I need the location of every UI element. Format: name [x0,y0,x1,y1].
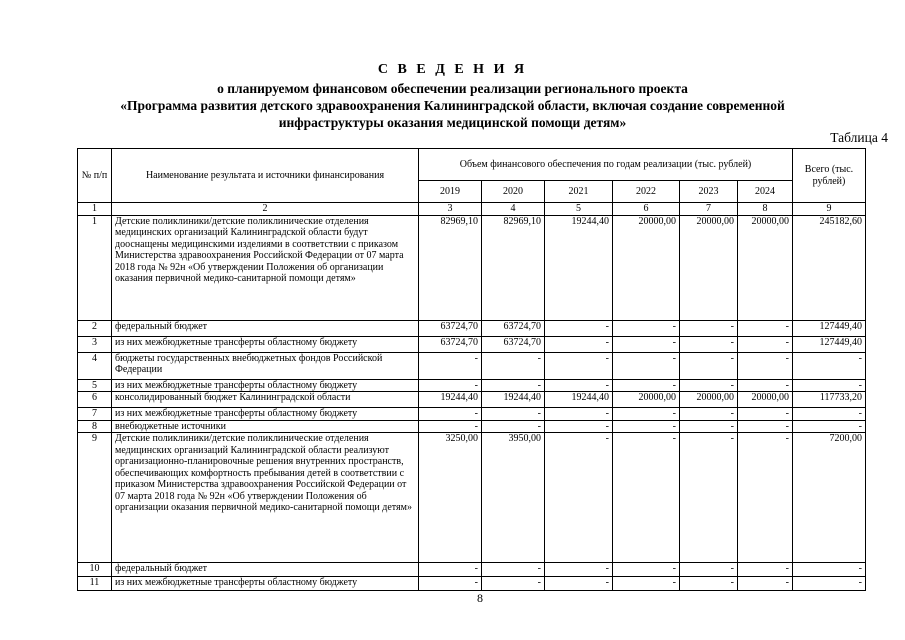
document-title: С В Е Д Е Н И Я [377,62,528,77]
row-name: Детские поликлиники/детские поликлинические отделения медицинских организаций Калининградской области будут дооснащены медицинскими изделиями в соответствии с приказом Министерства здравоохранения Российской Федерации от 07 марта 2018 года № 92н «Об утверждении Положения об организации оказания первичной медико-санитарной помощи детям» [112,215,419,320]
subtitle-line-1: о планируемом финансовом обеспечении реализации регионального проекта [217,81,688,96]
total-cell: - [793,379,866,392]
row-number: 10 [78,563,112,577]
value-cell: - [482,408,545,421]
value-cell: - [738,577,793,591]
value-cell: - [613,420,680,433]
value-cell: - [482,577,545,591]
table-row [78,392,866,408]
value-cell: - [545,420,613,433]
index-cell: 2 [112,203,419,216]
value-cell: - [545,352,613,379]
total-cell: - [793,563,866,577]
value-cell: 20000,00 [738,392,793,408]
index-cell: 8 [738,203,793,216]
total-cell: 245182,60 [793,215,866,320]
value-cell: 20000,00 [680,215,738,320]
value-cell: 63724,70 [482,336,545,352]
subtitle-line-2: «Программа развития детского здравоохранения Калининградской области, включая создание современной [120,98,785,113]
value-cell: - [482,379,545,392]
value-cell: 19244,40 [545,215,613,320]
value-cell: - [738,563,793,577]
value-cell: 20000,00 [738,215,793,320]
total-cell: - [793,420,866,433]
value-cell: - [680,433,738,563]
row-number: 9 [78,433,112,563]
value-cell: - [738,433,793,563]
value-cell: - [613,336,680,352]
row-name: бюджеты государственных внебюджетных фондов Российской Федерации [112,352,419,379]
table-row [78,433,866,563]
table-row [78,563,866,577]
header-name: Наименование результата и источники финансирования [112,149,419,203]
value-cell: - [545,433,613,563]
index-cell: 7 [680,203,738,216]
value-cell: - [680,420,738,433]
financing-table [77,148,866,591]
row-name: из них межбюджетные трансферты областному бюджету [112,577,419,591]
value-cell: - [482,563,545,577]
value-cell: 63724,70 [482,320,545,336]
page-number: 8 [477,591,483,605]
total-cell: 117733,20 [793,392,866,408]
row-name: консолидированный бюджет Калининградской области [112,392,419,408]
value-cell: - [545,379,613,392]
row-number: 4 [78,352,112,379]
value-cell: 63724,70 [419,320,482,336]
value-cell: - [680,408,738,421]
row-number: 7 [78,408,112,421]
total-cell: 7200,00 [793,433,866,563]
index-cell: 3 [419,203,482,216]
value-cell: - [738,352,793,379]
value-cell: - [545,320,613,336]
value-cell: 20000,00 [613,215,680,320]
row-number: 3 [78,336,112,352]
row-number: 2 [78,320,112,336]
value-cell: - [613,320,680,336]
index-cell: 6 [613,203,680,216]
value-cell: - [613,563,680,577]
row-number: 5 [78,379,112,392]
value-cell: - [738,379,793,392]
index-cell: 5 [545,203,613,216]
value-cell: - [419,420,482,433]
row-number: 1 [78,215,112,320]
value-cell: - [613,577,680,591]
value-cell: 82969,10 [419,215,482,320]
total-cell: 127449,40 [793,320,866,336]
value-cell: - [419,379,482,392]
table-row [78,215,866,320]
header-year: 2022 [613,181,680,203]
value-cell: - [680,563,738,577]
value-cell: - [613,408,680,421]
value-cell: - [545,408,613,421]
value-cell: - [419,352,482,379]
value-cell: - [738,420,793,433]
row-name: федеральный бюджет [112,320,419,336]
header-year: 2020 [482,181,545,203]
row-name: внебюджетные источники [112,420,419,433]
value-cell: - [419,577,482,591]
value-cell: 19244,40 [482,392,545,408]
value-cell: 3250,00 [419,433,482,563]
value-cell: - [680,577,738,591]
value-cell: - [419,408,482,421]
index-cell: 4 [482,203,545,216]
table-row [78,352,866,379]
subtitle-line-3: инфраструктуры оказания медицинской помощи детям» [278,115,627,130]
row-name: из них межбюджетные трансферты областному бюджету [112,379,419,392]
header-year: 2019 [419,181,482,203]
header-year: 2021 [545,181,613,203]
value-cell: - [613,433,680,563]
value-cell: - [738,336,793,352]
value-cell: 20000,00 [680,392,738,408]
header-num: № п/п [78,149,112,203]
total-cell: - [793,352,866,379]
row-number: 8 [78,420,112,433]
value-cell: - [680,352,738,379]
total-cell: - [793,408,866,421]
row-name: из них межбюджетные трансферты областному бюджету [112,408,419,421]
index-cell: 1 [78,203,112,216]
value-cell: - [680,320,738,336]
table-row [78,320,866,336]
value-cell: - [738,408,793,421]
value-cell: 19244,40 [545,392,613,408]
value-cell: - [545,577,613,591]
total-cell: - [793,577,866,591]
row-number: 6 [78,392,112,408]
value-cell: - [613,352,680,379]
value-cell: - [680,336,738,352]
total-cell: 127449,40 [793,336,866,352]
value-cell: 20000,00 [613,392,680,408]
value-cell: - [613,379,680,392]
value-cell: 63724,70 [419,336,482,352]
table-label: Таблица 4 [830,130,888,145]
table-row [78,577,866,591]
table-row [78,336,866,352]
value-cell: 82969,10 [482,215,545,320]
row-name: федеральный бюджет [112,563,419,577]
table-row [78,408,866,421]
header-year: 2023 [680,181,738,203]
value-cell: - [482,352,545,379]
header-year: 2024 [738,181,793,203]
value-cell: - [419,563,482,577]
table-row [78,420,866,433]
row-name: из них межбюджетные трансферты областному бюджету [112,336,419,352]
value-cell: - [482,420,545,433]
value-cell: 19244,40 [419,392,482,408]
header-volume: Объем финансового обеспечения по годам реализации (тыс. рублей) [419,149,793,181]
row-name: Детские поликлиники/детские поликлинические отделения медицинских организаций Калининградской области реализуют организационно-планировочные решения внутренних пространств, обеспечивающих комфортность пребывания детей в соответствии с приказом Министерства здравоохранения Российской Федерации от 07 марта 2018 года № 92н «Об утверждении Положения об организации оказания первичной медико-санитарной помощи детям» [112,433,419,563]
table-row [78,379,866,392]
header-total: Всего (тыс. рублей) [793,149,866,203]
value-cell: - [738,320,793,336]
value-cell: 3950,00 [482,433,545,563]
index-cell: 9 [793,203,866,216]
value-cell: - [545,563,613,577]
value-cell: - [545,336,613,352]
value-cell: - [680,379,738,392]
row-number: 11 [78,577,112,591]
